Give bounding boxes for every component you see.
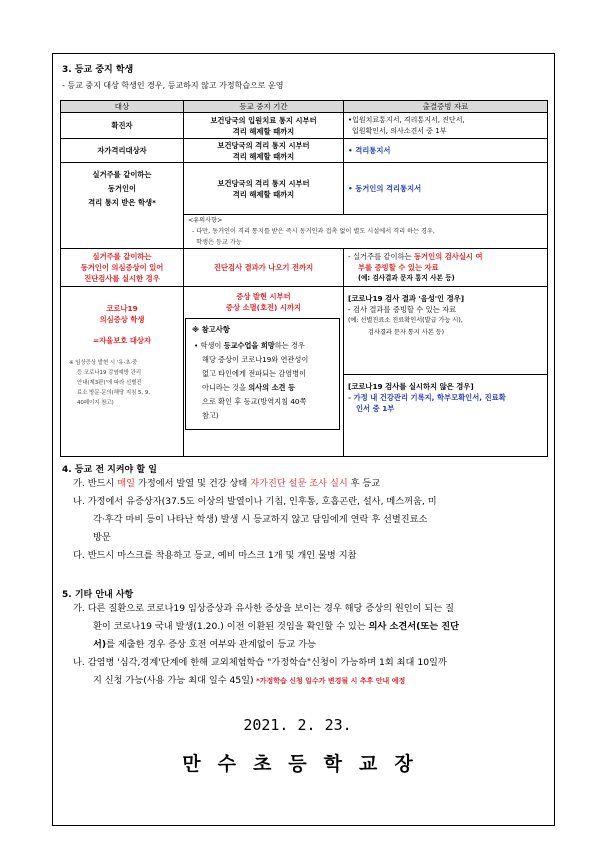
s4-item-a-text: 가정에서 발열 및 건강 상태 [135,478,251,489]
row-period-line: 격리 해제할 때까지 [232,151,295,161]
note-box-text: • 학생이 [194,341,224,350]
note-label: <유의사항> [188,217,223,224]
row-period: 진단검사 결과가 나오기 전까지 [184,249,344,287]
section5-title: 5. 기타 안내 사항 [62,590,134,600]
row-period-line: 격리 해제할 때까지 [232,189,295,199]
evidence-case-line: 인서 중 1부 [356,404,395,413]
note-line: 학생은 등교 가능 [196,239,242,246]
section3-title: 3. 등교 중지 학생 [62,65,134,75]
note-box-emphasis: 등교수업을 희망 [223,341,275,350]
s5-item-b-text: 지 신청 가능(사용 가능 최대 일수 45일) [93,675,254,686]
evidence-case-line: - 가정 내 건강관리 기록지, 학부모확인서, 진료확 [348,393,506,402]
note-box-text: 아니라는 것을 [202,383,249,392]
row-target-line: 격리 통지 받은 학생* [88,198,156,207]
table-header-row [61,101,548,113]
row-period-line: 증상 소멸(호전) 시까지 [225,303,302,312]
row-period-line: 보건당국의 격리 통지 시부터 [217,178,310,188]
s4-item-a-text: 후 등교 [347,478,381,489]
evidence-case-title: [코로나19 검사를 실시하지 않은 경우] [348,382,474,391]
document-date: 2021. 2. 23. [243,716,352,734]
row-period-line: 보건당국의 격리 통지 시부터 [217,140,310,150]
row-target-line: 코로나19 [106,304,138,313]
s4-item-a-text: 가. 반드시 [73,478,118,489]
row-evidence-text: - 실거주를 같이하는 [348,252,414,261]
row-evidence-example: (예: 검사결과 문자 통지 사본 등) [358,274,455,282]
row-target-line: 동거인이 [107,184,137,193]
principal-signature: 만수초등학교장 [182,753,430,775]
evidence-case-line: - 검사 결과를 증빙할 수 있는 자료 [348,305,457,314]
header-period: 등교 중지 기간 [184,101,344,113]
row-evidence: • 격리통지서 [344,139,548,163]
evidence-case-title: [코로나19 검사 결과 '음성'인 경우] [348,294,465,303]
row-period-line: 증상 발현 시부터 [236,292,291,301]
note-box-line: 없고 타인에게 전파되는 감염병이 [202,369,307,378]
header-target: 대상 [61,101,184,113]
s5-item-a-text: 환이 코로나19 국내 발생(1.20.) 이전 이환된 것임을 확인할 수 있는 [93,621,369,632]
header-evidence: 출결증빙 자료 [344,101,548,113]
row-target-line: 동거인이 의심증상이 있어 [80,263,164,272]
s5-item-a-emphasis: 서) [93,639,107,650]
s5-item-a-line: 가. 다른 질환으로 코로나19 임상증상과 유사한 증상을 보이는 경우 해당 증상의 원인이 되는 질 [73,603,454,614]
target-note-line: 안내(제3판)'에 따라 선별진 [77,380,142,386]
row-target-line: 실거주를 같이하는 [92,170,152,179]
note-line: - 다만, 동거인이 격리 통지를 받은 즉시 동거인과 접촉 없이 별도 시설에서 격리 하는 경우, [192,228,435,235]
reference-note-box [185,318,340,430]
s4-item-b-line: 각·후각 마비 등이 나타난 학생) 발생 시 등교하지 않고 담임에게 연락 후 선별진료소 [93,514,428,525]
target-note-line: ※ 임상증상 발현 시 '유·초·중 [69,360,138,366]
row-evidence-line: 입원확인서, 의사소견서 중 1부 [352,126,447,135]
s5-item-b-line: 나. 감염병 '심각,경계'단계에 한해 교외체험학습 "가정학습"신청이 가능하며 1회 최대 10일까 [73,657,447,668]
evidence-case-line: (예: 선별진료소 진료확인서(발급 가능 시), [348,317,463,324]
note-box-text: 하는 경우 [274,341,305,350]
evidence-case-line: 검사결과 문자 통지 사본 등) [368,329,445,336]
target-note-line: 료소 방문·문의(해당 지침 5, 9, [77,390,151,396]
target-note-line: 등 코로나19 감염예방 관리 [77,370,142,376]
s4-item-a-emphasis: 자가진단 설문 조사 실시 [250,478,348,489]
s4-item-a-emphasis: 매일 [117,478,136,489]
note-box-line: 으로 확인 후 등교(방역지침 40쪽 [202,397,307,406]
note-box-line: 해당 증상이 코로나19와 연관성이 [202,355,309,364]
section4-title: 4. 등교 전 지켜야 할 일 [62,465,157,475]
row-target: 자가격리대상자 [61,139,184,163]
row-target-line: 의심증상 학생 [99,315,145,324]
row-evidence: • 동거인의 격리통지서 [344,163,548,215]
s4-item-b-line: 나. 가정에서 유증상자(37.5도 이상의 발열이나 기침, 인후통, 호흡곤란, 설사, 메스꺼움, 미 [73,496,437,507]
table-row [61,163,548,215]
note-box-line: 참고) [202,411,219,420]
row-period-line: 보건당국의 입원치료 통지 시부터 [210,115,317,125]
s4-item-c: 다. 반드시 마스크를 착용하고 등교, 예비 마스크 1개 및 개인 물병 지참 [73,550,357,561]
s4-item-b-line: 방문 [93,532,111,543]
section3-intro: - 등교 중지 대상 학생인 경우, 등교하지 않고 가정학습으로 운영 [62,81,284,90]
table-row [61,139,548,163]
table-row [61,113,548,139]
row-target-line: 실거주를 같이하는 [92,252,152,261]
note-box-title: ※ 참고사항 [192,325,230,334]
s5-item-a-text: 를 제출한 경우 증상 호전 여부와 관계없이 등교 가능 [106,639,316,650]
s5-item-b-note: *가정학습 신청 일수가 변경될 시 추후 안내 예정 [253,677,406,685]
row-target: 확진자 [61,113,184,139]
row-target-line: =자율보호 대상자 [93,336,151,345]
row-evidence-line: •입원치료통지서, 격리통지서, 진단서, [348,115,465,124]
table-row [61,249,548,287]
row-period-line: 격리 해제할 때까지 [232,126,295,136]
row-evidence-line: 부를 증빙할 수 있는 자료 [358,263,439,272]
target-note-line: 40페이지 참고) [77,400,114,406]
row-target-line: 진단검사를 실시한 경우 [84,274,160,283]
note-box-emphasis: 의사의 소견 등 [248,383,295,392]
s5-item-a-emphasis: 의사 소견서(또는 진단 [368,621,460,632]
row-evidence-highlight: 동거인의 검사실시 여 [413,252,483,261]
